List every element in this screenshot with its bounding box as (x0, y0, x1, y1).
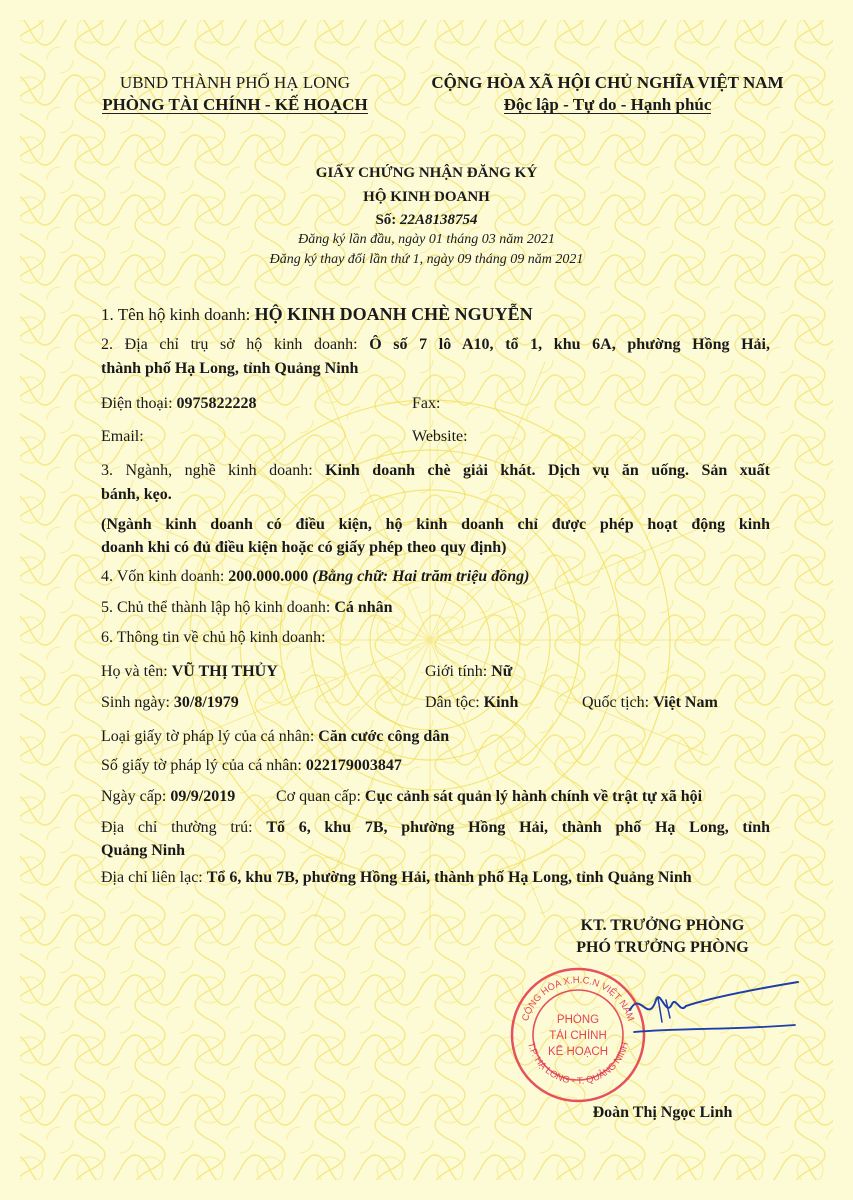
signatory-title-1: KT. TRƯỞNG PHÒNG (580, 917, 745, 934)
owner-info-heading: 6. Thông tin về chủ hộ kinh doanh: (101, 629, 326, 646)
capital-value: 200.000.000 (228, 568, 309, 585)
business-name: HỘ KINH DOANH CHÈ NGUYỄN (254, 304, 533, 324)
nationality-row: Quốc tịch: Việt Nam (582, 694, 718, 711)
founder-row: 5. Chủ thể thành lập hộ kinh doanh: Cá nhân (101, 599, 393, 616)
address-row: 2. Địa chỉ trụ sở hộ kinh doanh: Ô số 7 lô A10, tổ 1, khu 6A, phường Hồng Hải, (101, 336, 770, 353)
contact-address-row: Địa chỉ liên lạc: Tổ 6, khu 7B, phường Hồng Hải, thành phố Hạ Long, tỉnh Quảng Ninh (101, 869, 692, 886)
owner-name-row: Họ và tên: VŨ THỊ THỦY (101, 663, 278, 680)
seal-ring-top: CỘNG HÒA X.H.C.N VIỆT NAM (520, 974, 636, 1023)
national-motto (405, 72, 810, 116)
id-type-row: Loại giấy tờ pháp lý của cá nhân: Căn cước công dân (101, 728, 450, 745)
agency-parent: UBND THÀNH PHỐ HẠ LONG (119, 73, 351, 92)
phone-value: 0975822228 (176, 395, 257, 412)
address-row-2: thành phố Hạ Long, tỉnh Quảng Ninh (101, 360, 359, 377)
signer-name: Đoàn Thị Ngọc Linh (592, 1104, 733, 1121)
permanent-address-row-2: Quảng Ninh (101, 842, 186, 859)
condition-note-2: doanh khi có đủ điều kiện hoặc có giấy phép theo quy định) (101, 539, 507, 556)
signatory-title-2: PHÓ TRƯỞNG PHÒNG (576, 939, 749, 956)
seal-center-1: PHÒNG (556, 1014, 600, 1026)
website-row: Website: (412, 428, 468, 445)
id-number-row: Số giấy tờ pháp lý của cá nhân: 022179003847 (101, 757, 402, 774)
certificate-title-1: GIẤY CHỨNG NHẬN ĐĂNG KÝ (315, 165, 538, 181)
agency-header (70, 72, 400, 116)
seal-center-2: TÀI CHÍNH (549, 1030, 607, 1042)
phone-row: Điện thoại: 0975822228 (101, 395, 257, 412)
change-registration-date: Đăng ký thay đổi lần thứ 1, ngày 09 tháng 09 năm 2021 (269, 252, 584, 267)
handwritten-signature (600, 970, 800, 1060)
permanent-address-row: Địa chỉ thường trú: Tổ 6, khu 7B, phường Hồng Hải, thành phố Hạ Long, tỉnh (101, 819, 770, 836)
ethnicity-row: Dân tộc: Kinh (425, 694, 519, 711)
seal-ring-bottom: T.P. HẠ LONG - T. QUẢNG NINH (525, 1040, 632, 1087)
agency-name: PHÒNG TÀI CHÍNH - KẾ HOẠCH (102, 95, 368, 114)
capital-row: 4. Vốn kinh doanh: 200.000.000 (Bằng chữ: Hai trăm triệu đồng) (101, 568, 530, 585)
business-name-row: 1. Tên hộ kinh doanh: HỘ KINH DOANH CHÈ NGUYỄN (101, 304, 533, 324)
certificate-number: Số: 22A8138754 (375, 212, 478, 228)
seal-center-3: KẾ HOẠCH (547, 1046, 609, 1058)
issue-date-row: Ngày cấp: 09/9/2019 (101, 788, 236, 805)
email-row: Email: (101, 428, 144, 445)
owner-name: VŨ THỊ THỦY (171, 663, 278, 680)
business-line-row-2: bánh, kẹo. (101, 486, 172, 503)
motto: Độc lập - Tự do - Hạnh phúc (503, 95, 712, 114)
business-line-row: 3. Ngành, nghề kinh doanh: Kinh doanh chè giải khát. Dịch vụ ăn uống. Sản xuất (101, 462, 771, 479)
country-name: CỘNG HÒA XÃ HỘI CHỦ NGHĨA VIỆT NAM (431, 73, 784, 92)
condition-note-1: (Ngành kinh doanh có điều kiện, hộ kinh doanh chỉ được phép hoạt động kinh (101, 516, 770, 533)
dob-row: Sinh ngày: 30/8/1979 (101, 694, 239, 711)
certificate-title-2: HỘ KINH DOANH (363, 189, 490, 205)
fax-row: Fax: (412, 395, 441, 412)
issuer-row: Cơ quan cấp: Cục cảnh sát quản lý hành chính về trật tự xã hội (276, 788, 703, 805)
capital-words: (Bằng chữ: Hai trăm triệu đồng) (312, 568, 530, 585)
gender-row: Giới tính: Nữ (425, 663, 513, 680)
first-registration-date: Đăng ký lần đầu, ngày 01 tháng 03 năm 2021 (298, 232, 555, 247)
